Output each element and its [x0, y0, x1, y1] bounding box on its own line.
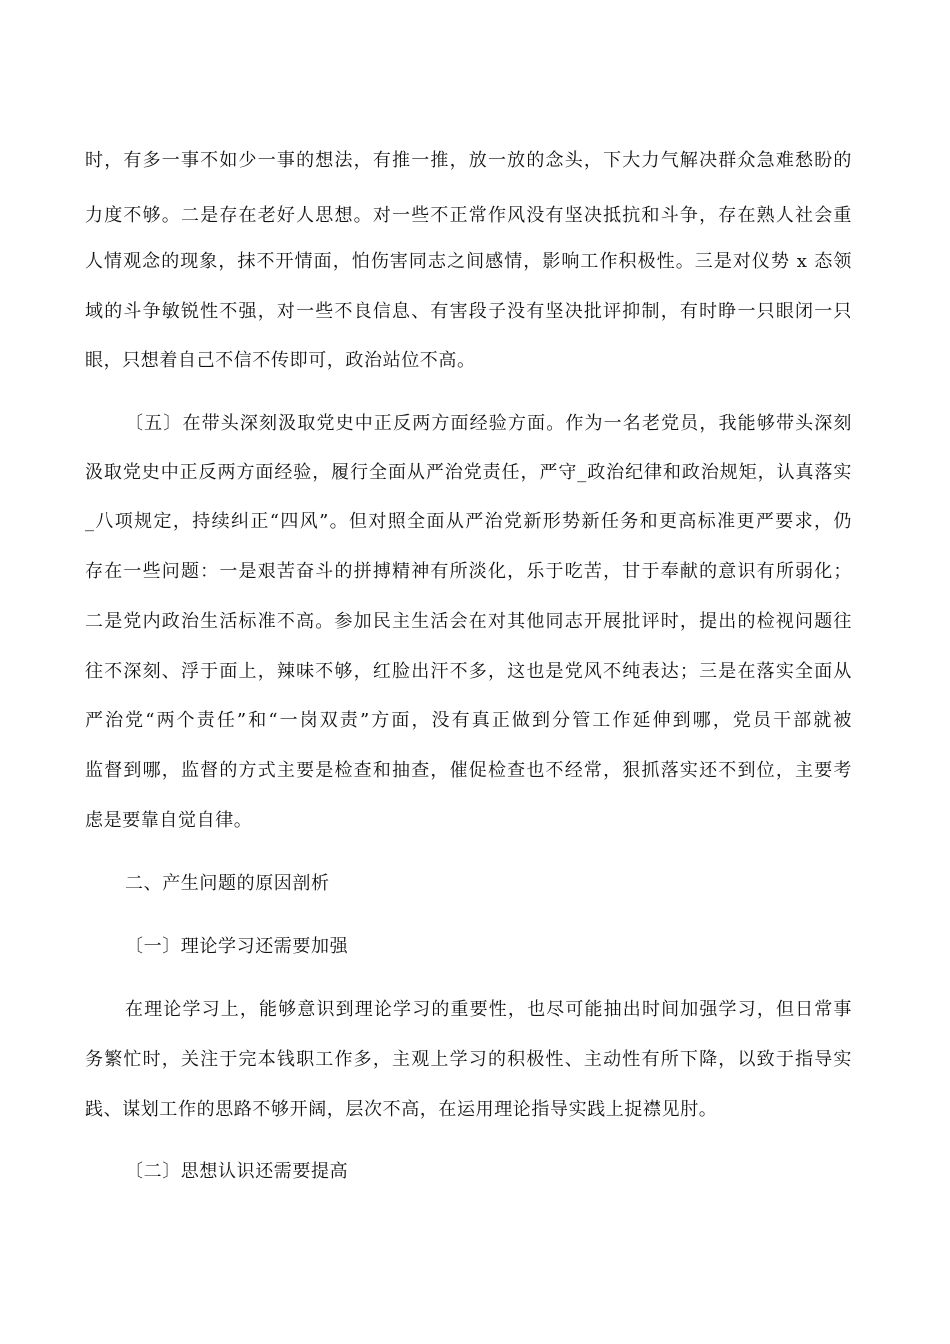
paragraph-1-line-2: 力度不够。二是存在老好人思想。对一些不正常作风没有坚决抵抗和斗争，存在熟人社会重	[85, 205, 852, 226]
paragraph-2-line-1: 〔五〕在带头深刻汲取党史中正反两方面经验方面。作为一名老党员，我能够带头深刻	[125, 413, 852, 434]
paragraph-2-line-4: 存在一些问题：一是艰苦奋斗的拼搏精神有所淡化，乐于吃苦，甘于奉献的意识有所弱化；	[85, 561, 852, 582]
paragraph-2-line-8: 监督到哪，监督的方式主要是检查和抽查，催促检查也不经常，狠抓落实还不到位，主要考	[85, 760, 852, 781]
paragraph-1-line-1: 时，有多一事不如少一事的想法，有推一推，放一放的念头，下大力气解决群众急难愁盼的	[85, 150, 852, 171]
paragraph-1-line-3: 人情观念的现象，抹不开情面，怕伤害同志之间感情，影响工作积极性。三是对仪势 x 态领	[85, 251, 852, 272]
paragraph-1-line-4: 域的斗争敏锐性不强，对一些不良信息、有害段子没有坚决批评抑制，有时睁一只眼闭一只	[85, 301, 852, 322]
paragraph-2-line-7: 严治党“两个责任”和“一岗双责”方面，没有真正做到分管工作延伸到哪，党员干部就被	[85, 710, 852, 731]
paragraph-2-line-5: 二是党内政治生活标准不高。参加民主生活会在对其他同志开展批评时，提出的检视问题往	[85, 611, 852, 632]
paragraph-1-line-5: 眼，只想着自己不信不传即可，政治站位不高。	[85, 350, 476, 371]
paragraph-2-line-2: 汲取党史中正反两方面经验，履行全面从严治党责任，严守_政治纪律和政治规矩，认真落实	[85, 462, 852, 483]
subheading-1: 〔一〕理论学习还需要加强	[125, 936, 349, 957]
paragraph-3-line-2: 务繁忙时，关注于完本钱职工作多，主观上学习的积极性、主动性有所下降，以致于指导实	[85, 1049, 852, 1070]
subheading-2: 〔二〕思想认识还需要提高	[125, 1161, 349, 1182]
paragraph-2-line-3: _八项规定，持续纠正“四风”。但对照全面从严治党新形势新任务和更高标准更严要求，仍	[85, 511, 852, 532]
paragraph-3-line-1: 在理论学习上，能够意识到理论学习的重要性，也尽可能抽出时间加强学习，但日常事	[125, 999, 852, 1020]
paragraph-2-line-6: 往不深刻、浮于面上，辣味不够，红脸出汗不多，这也是党风不纯表达；三是在落实全面从	[85, 661, 852, 682]
paragraph-2-line-9: 虑是要靠自觉自律。	[85, 810, 253, 831]
section-heading: 二、产生问题的原因剖析	[125, 873, 330, 894]
paragraph-3-line-3: 践、谋划工作的思路不够开阔，层次不高，在运用理论指导实践上捉襟见肘。	[85, 1099, 718, 1120]
